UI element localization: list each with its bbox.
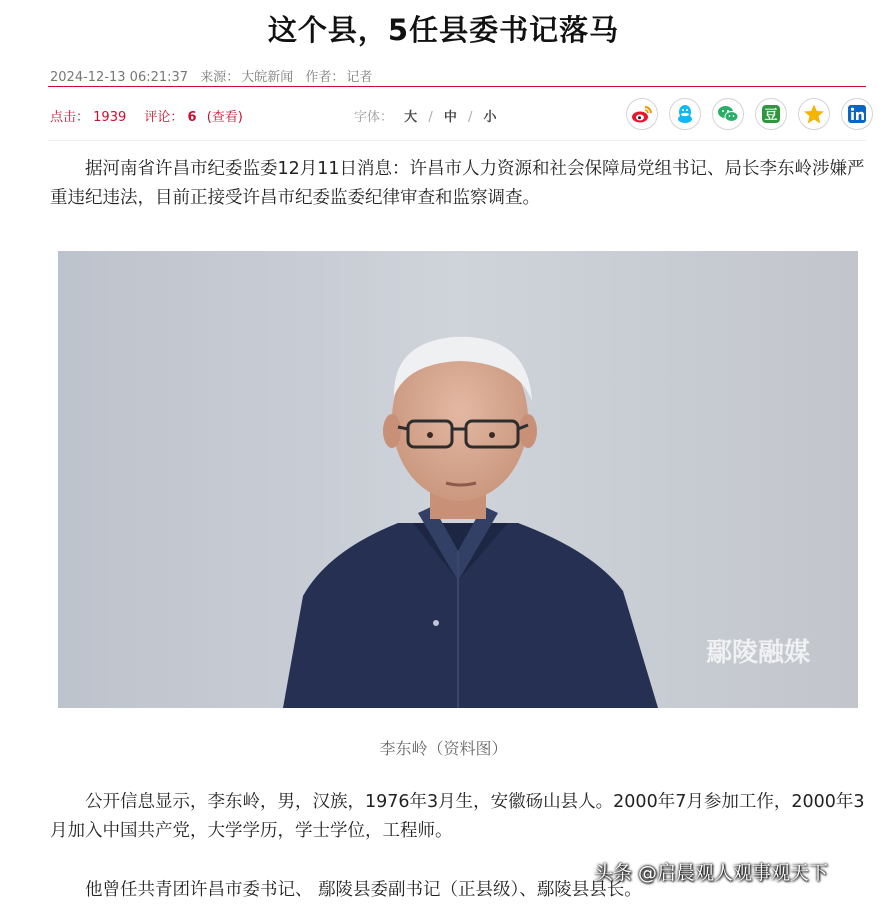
image-watermark: 鄢陵融媒	[705, 638, 811, 668]
share-linkedin-button[interactable]	[841, 98, 873, 130]
portrait-image	[58, 251, 858, 708]
view-comments-link[interactable]: (查看)	[206, 110, 243, 125]
share-wechat-button[interactable]	[712, 98, 744, 130]
linkedin-icon	[847, 104, 867, 124]
font-size-large-button[interactable]: 大	[404, 110, 418, 125]
article-paragraph: 他曾任共青团许昌市委书记、 鄢陵县委副书记（正县级）、鄢陵县县长。	[85, 880, 642, 900]
font-size-separator: /	[428, 110, 433, 125]
qq-icon	[675, 103, 695, 125]
publish-datetime: 2024-12-13 06:21:37	[50, 70, 189, 85]
font-size-separator: /	[468, 110, 473, 125]
share-douban-button[interactable]	[755, 98, 787, 130]
font-size-medium-button[interactable]: 中	[443, 110, 457, 125]
article-title: 这个县，5任县委书记落马	[267, 13, 620, 47]
author-name: 记者	[346, 70, 373, 85]
article-meta	[50, 66, 380, 85]
toolbar-divider	[48, 140, 866, 141]
author-label: 作者：	[305, 70, 345, 85]
article-paragraph: 据河南省许昌市纪委监委12月11日消息：许昌市人力资源和社会保障局党组书记、局长李东岭涉嫌严重违纪违法，目前正接受许昌市纪委监委纪律审查和监察调查。	[50, 159, 865, 208]
share-bar	[626, 98, 873, 130]
douban-icon	[761, 104, 781, 124]
clicks-count: 1939	[93, 110, 127, 125]
wechat-icon	[717, 104, 739, 124]
platform-watermark: 头条 @启晨观人观事观天下	[594, 862, 829, 884]
font-size-switcher	[354, 106, 504, 125]
photo-caption: 李东岭（资料图）	[379, 739, 508, 758]
clicks-label: 点击：	[50, 110, 90, 125]
source-label: 来源：	[200, 70, 240, 85]
qzone-icon	[803, 103, 825, 125]
svg-text:豆: 豆	[764, 108, 778, 123]
font-size-label: 字体：	[354, 110, 394, 125]
article-paragraph: 公开信息显示，李东岭，男，汉族，1976年3月生，安徽砀山县人。2000年7月参加工作，2000年3月加入中国共产党，大学学历，学士学位，工程师。	[50, 792, 865, 841]
source-name: 大皖新闻	[241, 70, 294, 85]
comments-count: 6	[187, 110, 197, 125]
share-qq-button[interactable]	[669, 98, 701, 130]
comments-label: 评论：	[144, 110, 184, 125]
font-size-small-button[interactable]: 小	[483, 110, 497, 125]
article-photo	[58, 251, 858, 708]
weibo-icon	[631, 104, 653, 124]
share-qzone-button[interactable]	[798, 98, 830, 130]
share-weibo-button[interactable]	[626, 98, 658, 130]
header-divider	[48, 86, 866, 87]
article-stats	[50, 106, 243, 125]
